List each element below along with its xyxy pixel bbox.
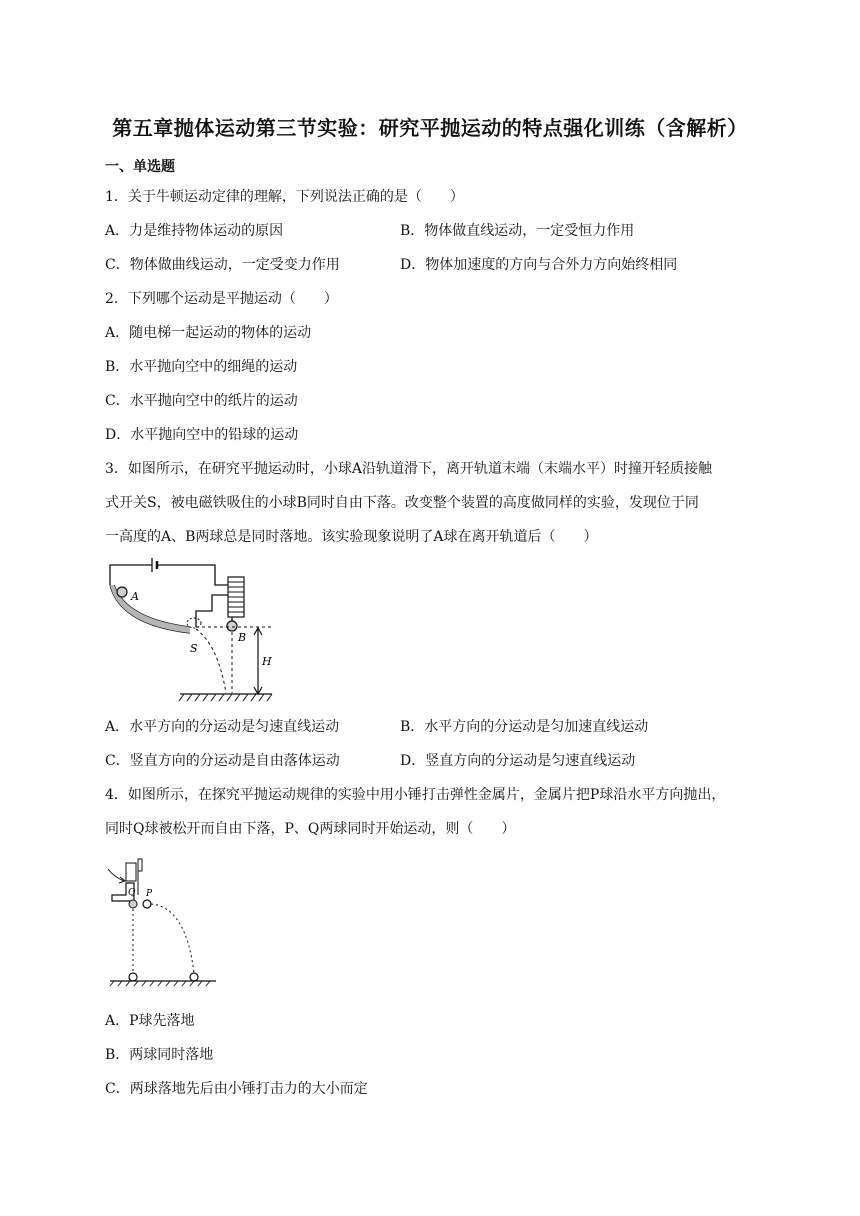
question-4-option-c: C．两球落地先后由小锤打击力的大小而定 [105, 1081, 368, 1097]
figure-label-a: A [131, 590, 139, 603]
figure-label-p: P [146, 889, 153, 899]
question-1-stem: 1．关于牛顿运动定律的理解，下列说法正确的是（ ） [105, 189, 464, 205]
question-3-option-a: A．水平方向的分运动是匀速直线运动 [105, 719, 340, 735]
question-2-stem: 2．下列哪个运动是平抛运动（ ） [105, 291, 338, 307]
question-2-option-d: D．水平抛向空中的铅球的运动 [105, 427, 299, 443]
question-3-stem-line-3: 一高度的A、B两球总是同时落地。该实验现象说明了A球在离开轨道后（ ） [105, 529, 598, 545]
question-2-option-a: A．随电梯一起运动的物体的运动 [105, 325, 312, 341]
question-1-option-d: D．物体加速度的方向与合外力方向始终相同 [400, 257, 678, 273]
figure-label-s: S [190, 642, 198, 655]
question-1-option-c: C．物体做曲线运动，一定受变力作用 [105, 257, 340, 273]
figure-label-q: Q [128, 888, 136, 898]
question-3-stem-line-2: 式开关S，被电磁铁吸住的小球B同时自由下落。改变整个装置的高度做同样的实验，发现位于同 [105, 495, 699, 511]
figure-label-h: H [262, 655, 272, 668]
question-2-option-c: C．水平抛向空中的纸片的运动 [105, 393, 298, 409]
question-4-stem-line-1: 4．如图所示，在探究平抛运动规律的实验中用小锤打击弹性金属片，金属片把P球沿水平方向抛出， [105, 787, 726, 803]
question-1-option-a: A．力是维持物体运动的原因 [105, 223, 284, 239]
section-heading: 一、单选题 [105, 159, 175, 175]
question-3-stem-line-1: 3．如图所示，在研究平抛运动时，小球A沿轨道滑下，离开轨道末端（末端水平）时撞开轻质接触 [105, 461, 713, 477]
question-4-stem-line-2: 同时Q球被松开而自由下落，P、Q两球同时开始运动，则（ ） [105, 821, 516, 837]
question-2-option-b: B．水平抛向空中的细绳的运动 [105, 359, 298, 375]
document-title: 第五章抛体运动第三节实验：研究平抛运动的特点强化训练（含解析） [112, 116, 748, 140]
question-3-option-c: C．竖直方向的分运动是自由落体运动 [105, 753, 340, 769]
question-3-option-b: B．水平方向的分运动是匀加速直线运动 [400, 719, 649, 735]
question-3-option-d: D．竖直方向的分运动是匀速直线运动 [400, 753, 636, 769]
question-4-option-b: B．两球同时落地 [105, 1047, 214, 1063]
question-4-option-a: A．P球先落地 [105, 1013, 195, 1029]
figure-label-b: B [238, 631, 247, 644]
question-1-option-b: B．物体做直线运动，一定受恒力作用 [400, 223, 635, 239]
question-4-figure [104, 855, 224, 990]
question-3-figure [100, 555, 280, 705]
